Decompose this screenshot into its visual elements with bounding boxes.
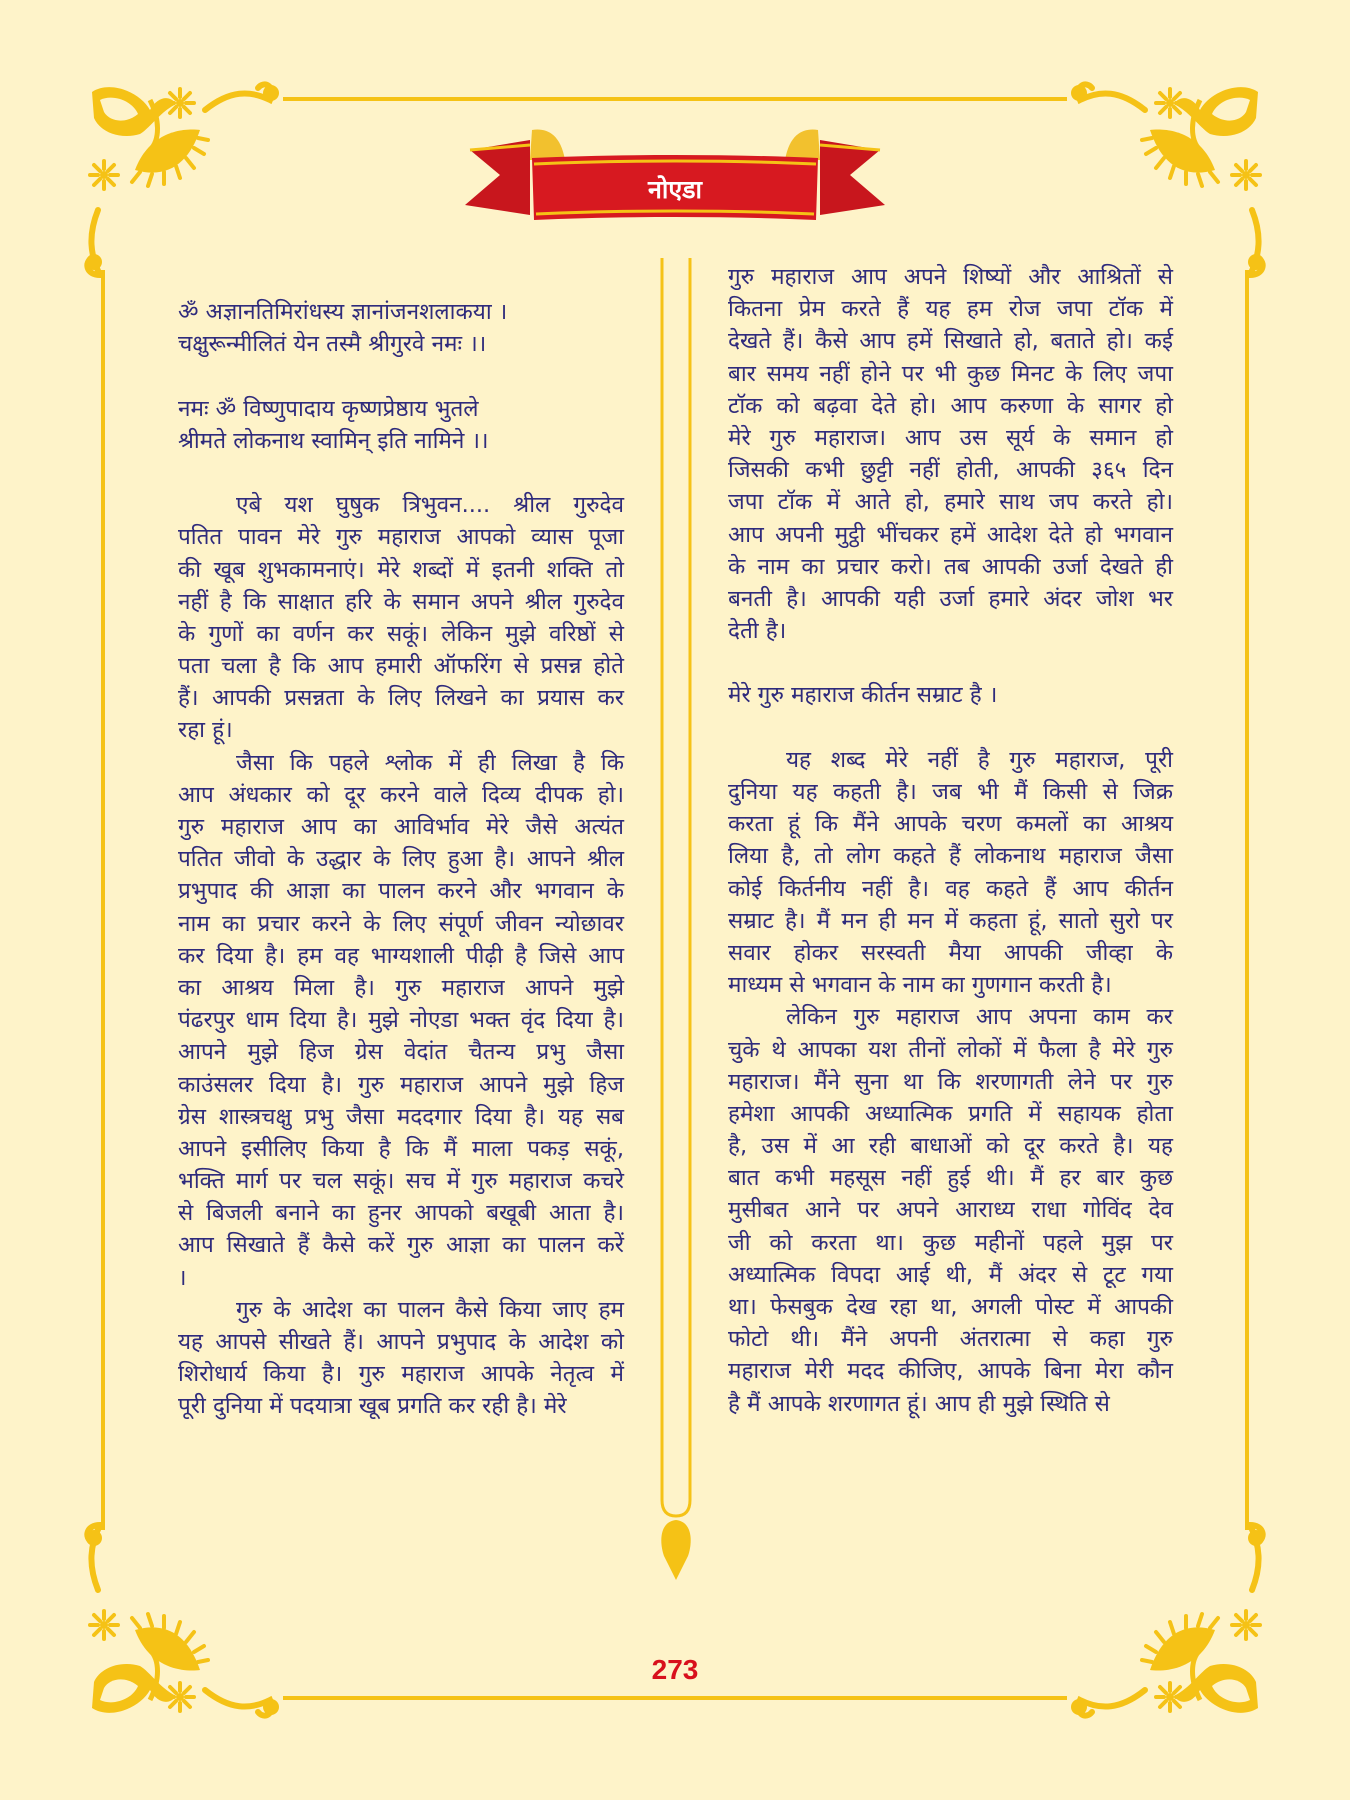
text-line: कितना प्रेम करते हैं यह हम रोज जपा टॉक में [728, 296, 1173, 323]
text-line: लिया है, तो लोग कहते हैं लोकनाथ महाराज जैसा [728, 843, 1173, 870]
text-line: बात कभी महसूस नहीं हुई थी। मैं हर बार कुछ [728, 1165, 1173, 1192]
text-line: की खूब शुभकामनाएं। मेरे शब्दों में इतनी शक्ति तो [178, 556, 624, 583]
text-line: है मैं आपके शरणागत हूं। आप ही मुझे स्थिति से [728, 1390, 1110, 1417]
text-line: जिसकी कभी छुट्टी नहीं होती, आपकी ३६५ दिन [728, 457, 1173, 484]
text-line: आप सिखाते हैं कैसे करें गुरु आज्ञा का पालन करें [178, 1232, 624, 1259]
text-line: यह शब्द मेरे नहीं है गुरु महाराज, पूरी [786, 746, 1173, 773]
text-line: पतित पावन मेरे गुरु महाराज आपको व्यास पूजा [178, 524, 624, 551]
verse-block [728, 679, 1173, 711]
text-line: प्रभुपाद की आज्ञा का पालन करने और भगवान के [178, 878, 624, 905]
text-line: भक्ति मार्ग पर चल सकूं। सच में गुरु महाराज कचरे [178, 1168, 624, 1195]
text-line: आपने मुझे हिज ग्रेस वेदांत चैतन्य प्रभु जैसा [178, 1039, 624, 1066]
page-number: 273 [651, 1654, 699, 1685]
text-line: काउंसलर दिया है। गुरु महाराज आपने मुझे हिज [178, 1071, 624, 1098]
text-line: आप अपनी मुट्ठी भींचकर हमें आदेश देते हो भगवान [728, 521, 1173, 548]
text-line: से बिजली बनाने का हुनर आपको बखूबी आता है। [178, 1200, 624, 1227]
text-line: ग्रेस शास्त्रचक्षु प्रभु जैसा मददगार दिया है। यह सब [178, 1103, 624, 1130]
text-line: पूरी दुनिया में पदयात्रा खूब प्रगति कर रही है। मेरे [178, 1393, 567, 1420]
text-line: मुसीबत आने पर अपने आराध्य राधा गोविंद देव [728, 1197, 1173, 1224]
text-line: गुरु के आदेश का पालन कैसे किया जाए हम [236, 1296, 624, 1323]
text-line: बार समय नहीं होने पर भी कुछ मिनट के लिए जपा [728, 360, 1173, 387]
text-line: नाम का प्रचार करने के लिए संपूर्ण जीवन न्योछावर [178, 910, 624, 937]
text-line: महाराज। मैंने सुना था कि शरणागती लेने पर गुरु [728, 1068, 1173, 1095]
text-line: श्रीमते लोकनाथ स्वामिन् इति नामिने ।। [178, 427, 489, 454]
text-line: नमः ॐ विष्णुपादाय कृष्णप्रेष्ठाय भुतले [178, 395, 479, 422]
left-column [178, 296, 624, 1423]
text-line: पंढरपुर धाम दिया है। मुझे नोएडा भक्त वृंद दिया है। [178, 1007, 624, 1034]
text-line: गुरु महाराज आप अपने शिष्यों और आश्रितों से [728, 264, 1173, 290]
paragraph [728, 1001, 1173, 1419]
text-line: महाराज मेरी मदद कीजिए, आपके बिना मेरा कौन [728, 1358, 1173, 1385]
text-line: नहीं है कि साक्षात हरि के समान अपने श्रील गुरुदेव [178, 588, 624, 615]
text-line: हमेशा आपकी अध्यात्मिक प्रगति में सहायक होता [728, 1100, 1173, 1127]
paragraph [728, 744, 1173, 1002]
text-line: जपा टॉक में आते हो, हमारे साथ जप करते हो। [728, 489, 1173, 516]
verse-block [178, 393, 624, 457]
text-line: के नाम का प्रचार करो। तब आपकी उर्जा देखते ही [728, 553, 1173, 580]
text-line: चुके थे आपका यश तीनों लोकों में फैला है मेरे गुरु [728, 1036, 1173, 1063]
text-line: । [178, 1264, 187, 1291]
text-line: के गुणों का वर्णन कर सकूं। लेकिन मुझे वरिष्ठों से [178, 620, 624, 647]
text-line: हैं। आपकी प्रसन्नता के लिए लिखने का प्रयास कर [178, 685, 624, 712]
text-line: देखते हैं। कैसे आप हमें सिखाते हो, बताते हो। कई [728, 328, 1173, 355]
text-line: यह आपसे सीखते हैं। आपने प्रभुपाद के आदेश को [178, 1329, 624, 1355]
text-line: सवार होकर सरस्वती मैया आपकी जीव्हा के [728, 939, 1173, 966]
text-line: देती है। [728, 618, 787, 645]
text-line: एबे यश घुषुक त्रिभुवन.... श्रील गुरुदेव [236, 492, 624, 519]
text-line: दुनिया यह कहती है। जब भी मैं किसी से जिक्र [728, 779, 1173, 805]
text-line: का आश्रय मिला है। गुरु महाराज आपने मुझे [178, 974, 624, 1001]
text-line: करता हूं कि मैंने आपके चरण कमलों का आश्रय [728, 811, 1173, 838]
text-line: मेरे गुरु महाराज कीर्तन सम्राट है । [728, 682, 998, 709]
text-line: जैसा कि पहले श्लोक में ही लिखा है कि [236, 749, 624, 776]
text-line: गुरु महाराज आप का आविर्भाव मेरे जैसे अत्यंत [178, 814, 624, 840]
text-line: आपने इसीलिए किया है कि मैं माला पकड़ सकूं, [178, 1135, 624, 1162]
column-divider [662, 258, 690, 1516]
text-line: आप अंधकार को दूर करने वाले दिव्य दीपक हो। [178, 781, 624, 808]
text-line: सम्राट है। मैं मन ही मन में कहता हूं, सातो सुरो पर [728, 907, 1173, 934]
text-line: कोई किर्तनीय नहीं है। वह कहते हैं आप कीर्तन [728, 875, 1173, 902]
text-line: शिरोधार्य किया है। गुरु महाराज आपके नेतृत्व में [178, 1361, 624, 1388]
page-title: नोएडा [647, 175, 703, 204]
text-line: मेरे गुरु महाराज। आप उस सूर्य के समान हो [728, 424, 1173, 451]
text-line: ॐ अज्ञानतिमिरांधस्य ज्ञानांजनशलाकया । [178, 299, 508, 325]
right-column [728, 261, 1173, 1420]
verse-block [178, 296, 624, 360]
text-line: चक्षुरून्मीलितं येन तस्मै श्रीगुरवे नमः ।। [178, 331, 487, 358]
text-line: अध्यात्मिक विपदा आई थी, मैं अंदर से टूट गया [728, 1261, 1173, 1288]
text-line: पतित जीवो के उद्धार के लिए हुआ है। आपने श्रील [178, 846, 624, 873]
paragraph [178, 747, 624, 1294]
text-line: फोटो थी। मैंने अपनी अंतरात्मा से कहा गुरु [728, 1326, 1173, 1353]
text-line: बनती है। आपकी यही उर्जा हमारे अंदर जोश भर [728, 585, 1173, 612]
text-line: जी को करता था। कुछ महीनों पहले मुझ पर [728, 1229, 1173, 1256]
text-line: माध्यम से भगवान के नाम का गुणगान करती है। [728, 972, 1112, 999]
paragraph [178, 1294, 624, 1423]
text-line: टॉक को बढ़वा देते हो। आप करुणा के सागर हो [728, 392, 1173, 419]
text-line: पता चला है कि आप हमारी ऑफरिंग से प्रसन्न होते [178, 653, 624, 680]
text-line: रहा हूं। [178, 717, 233, 744]
text-line: लेकिन गुरु महाराज आप अपना काम कर [786, 1004, 1173, 1031]
text-line: कर दिया है। हम वह भाग्यशाली पीढ़ी है जिसे आप [178, 942, 624, 969]
paragraph [178, 489, 624, 747]
text-line: है, उस में आ रही बाधाओं को दूर करते है। यह [728, 1133, 1173, 1160]
text-line: था। फेसबुक देख रहा था, अगली पोस्ट में आपकी [728, 1294, 1173, 1320]
paragraph [728, 261, 1173, 647]
